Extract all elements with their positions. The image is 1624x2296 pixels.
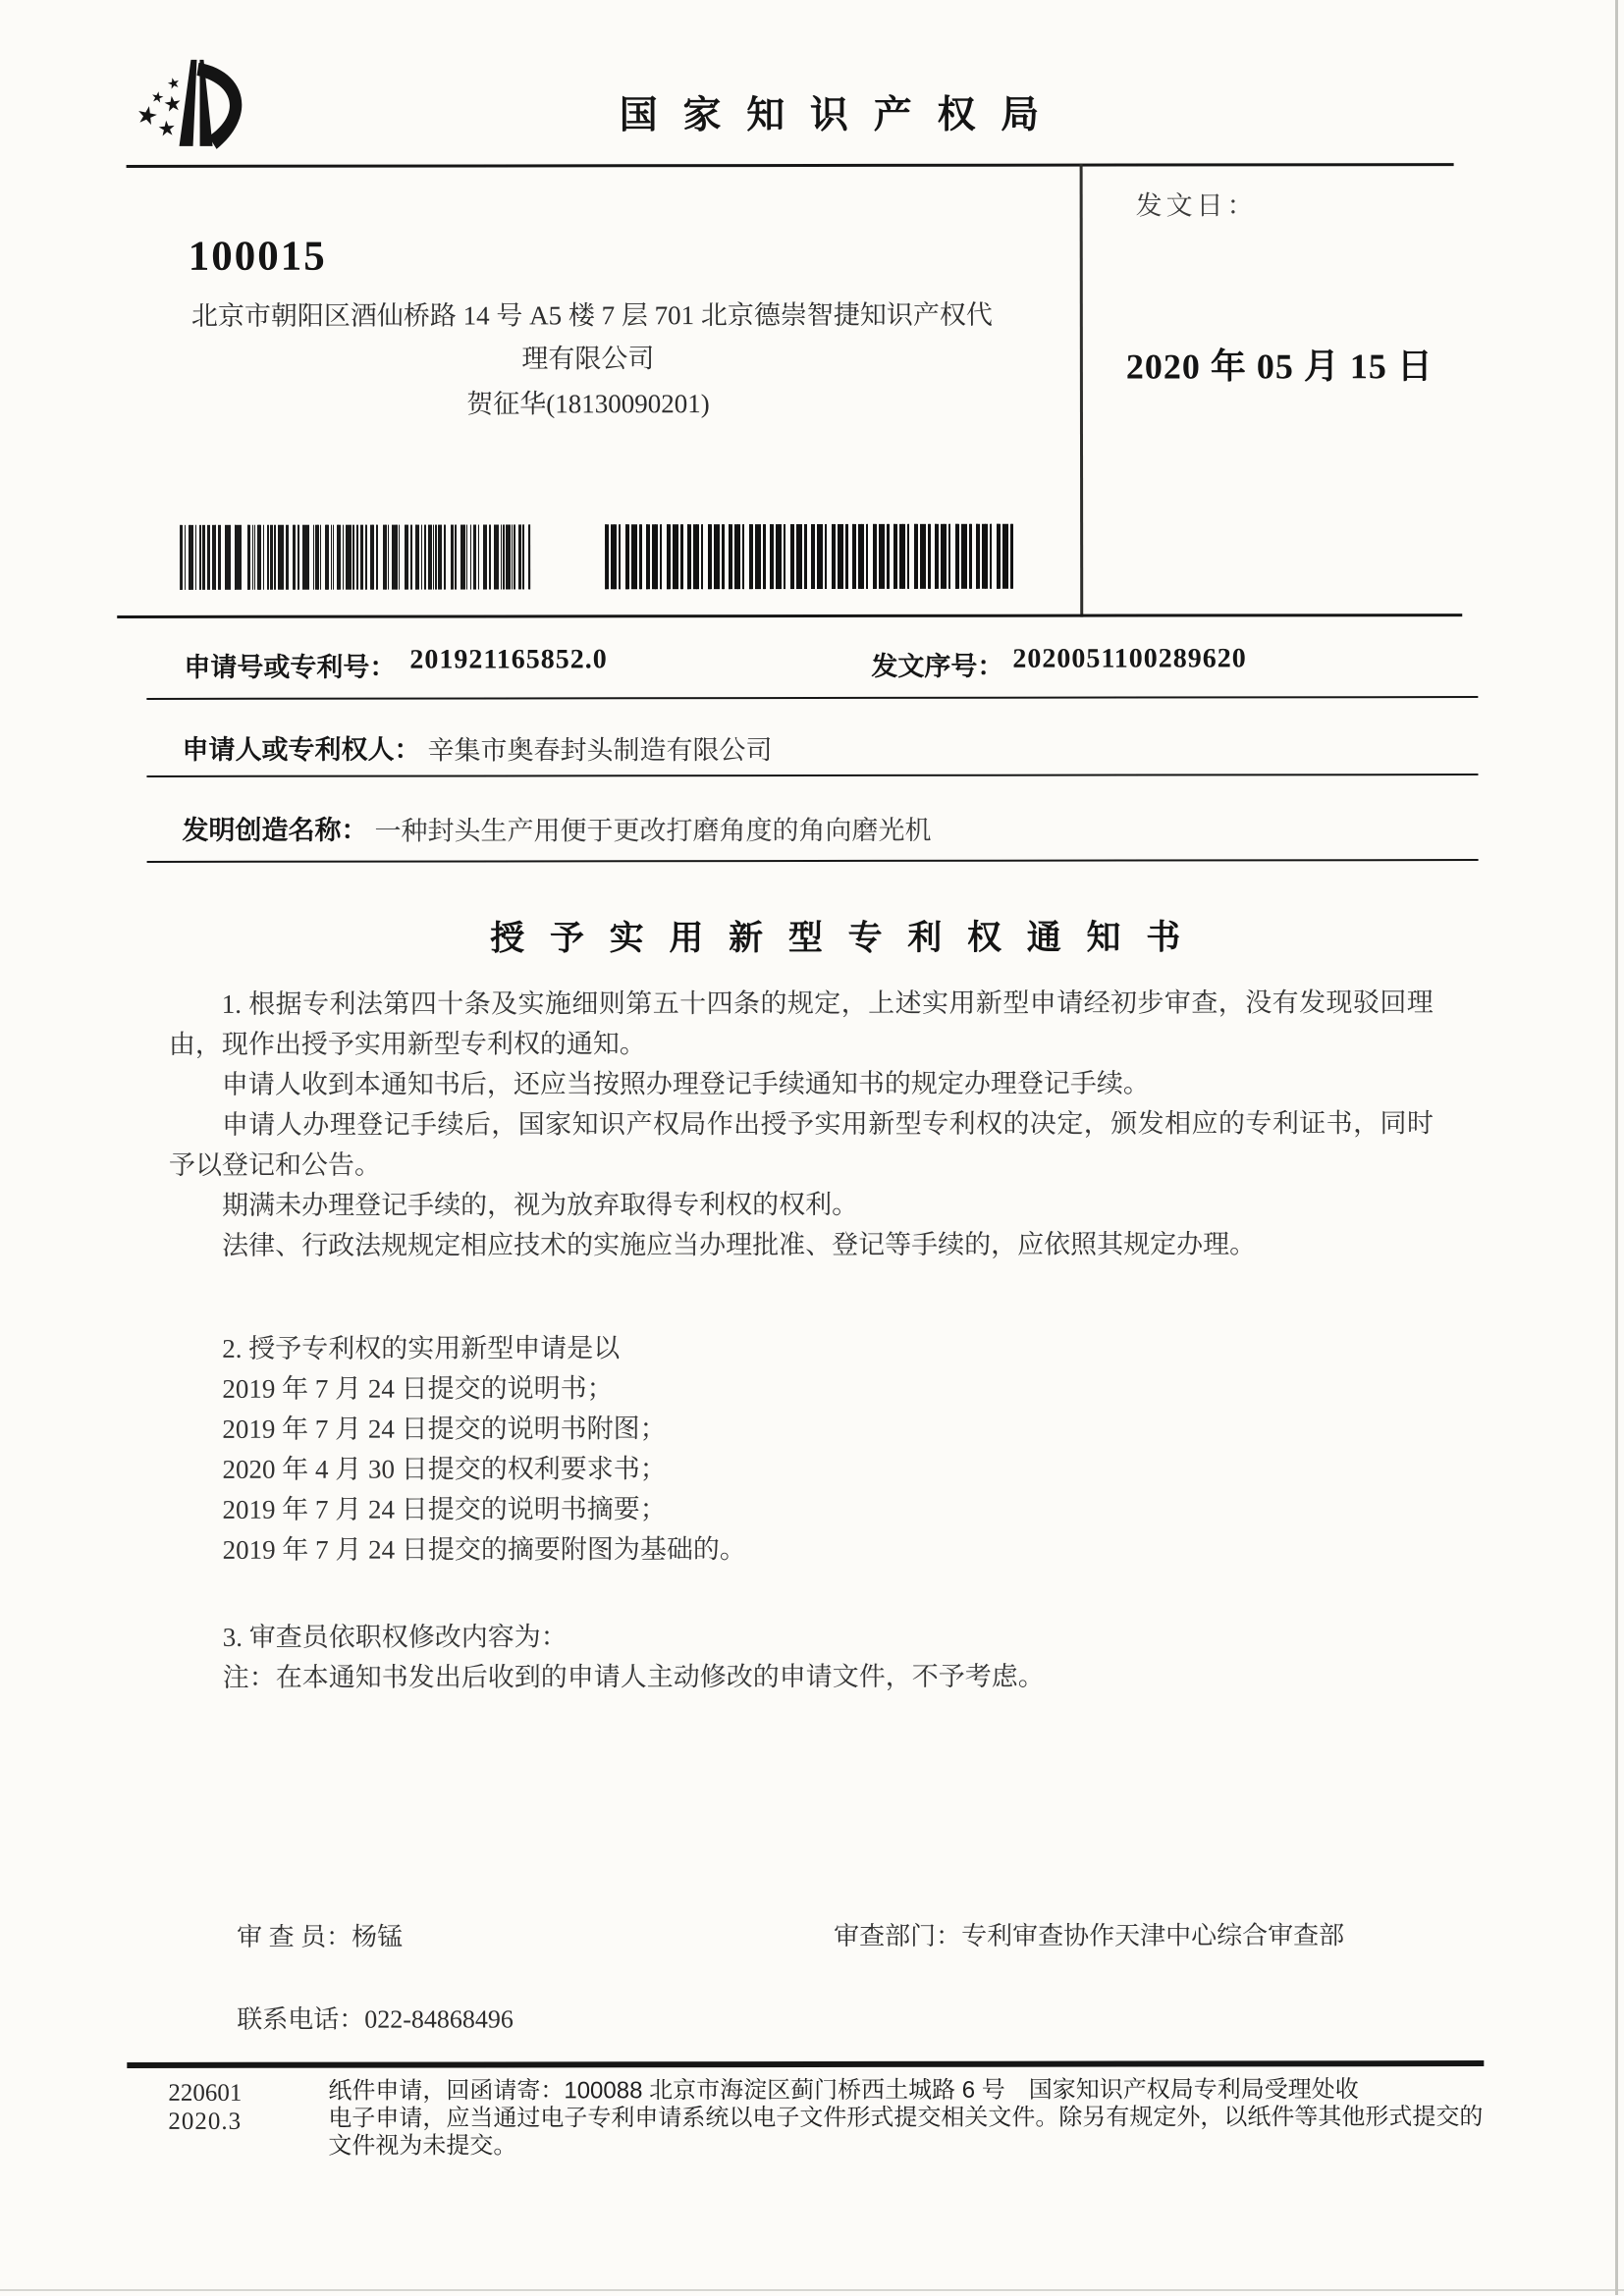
emblem-star-icon: ★ (133, 100, 161, 132)
scan-edge-right (1615, 0, 1618, 2295)
invention-title-label: 发明创造名称： (182, 815, 368, 845)
phone-value: 022-84868496 (364, 2004, 514, 2034)
applicant-label: 申请人或专利权人： (182, 734, 421, 765)
applicant-value: 辛集市奥春封头制造有限公司 (427, 735, 773, 766)
notice-paragraph: 申请人办理登记手续后，国家知识产权局作出授予实用新型专利权的决定，颁发相应的专利证书，同时予以登记和公告。 (169, 1108, 1434, 1180)
notice-paragraph: 2. 授予专利权的实用新型申请是以 (222, 1333, 621, 1363)
notice-paragraph: 2020 年 4 月 30 日提交的权利要求书； (222, 1454, 667, 1484)
notice-title: 授 予 实 用 新 型 专 利 权 通 知 书 (490, 918, 1189, 958)
section-rule (117, 614, 1462, 618)
examiner-label: 审 查 员： (237, 1922, 352, 1951)
notice-paragraph: 2019 年 7 月 24 日提交的说明书附图； (222, 1414, 667, 1444)
examiner-name: 杨锰 (352, 1922, 404, 1951)
notice-paragraph: 2019 年 7 月 24 日提交的说明书； (222, 1373, 614, 1404)
department-row (834, 1915, 1344, 1952)
barcode-serial (605, 524, 1015, 590)
notice-body (169, 983, 1435, 1698)
footer-doc-code: 220601 (168, 2079, 243, 2107)
department-label: 审查部门： (834, 1921, 962, 1950)
recipient-address-line2: 理有限公司 (521, 344, 655, 374)
header-rule (127, 163, 1454, 168)
application-no-label: 申请号或专利号： (184, 652, 397, 682)
notice-paragraph: 2019 年 7 月 24 日提交的摘要附图为基础的。 (222, 1534, 746, 1565)
footer-instructions (328, 2076, 1521, 2161)
notice-paragraph: 注：在本通知书发出后收到的申请人主动修改的申请文件，不予考虑。 (222, 1661, 1045, 1692)
footer-line: 文件视为未提交。 (328, 2132, 517, 2160)
serial-no-value: 2020051100289620 (1012, 643, 1247, 674)
phone-label: 联系电话： (237, 2004, 365, 2034)
scan-edge-bottom (0, 2289, 1624, 2291)
invention-title-value: 一种封头生产用便于更改打磨角度的角向磨光机 (374, 815, 932, 846)
emblem-star-icon: ★ (165, 75, 183, 94)
dispatch-date-label: 发文日： (1135, 190, 1258, 221)
notice-paragraph: 申请人收到本通知书后，还应当按照办理登记手续通知书的规定办理登记手续。 (221, 1068, 1150, 1099)
application-no-value: 201921165852.0 (409, 644, 608, 675)
footer-rule (127, 2060, 1484, 2068)
footer-line: 电子申请，应当通过电子专利申请系统以电子文件形式提交相关文件。除另有规定外，以纸件等其他形式提交的 (328, 2104, 1484, 2132)
notice-paragraph: 期满未办理登记手续的，视为放弃取得专利权的权利。 (222, 1189, 859, 1220)
footer-line: 纸件申请，回函请寄：100088 北京市海淀区蓟门桥西土城路 6 号 国家知识产权局专利局受理处收 (328, 2076, 1359, 2105)
field-rule (146, 696, 1478, 700)
department-value: 专利审查协作天津中心综合审查部 (961, 1921, 1345, 1950)
emblem-star-icon: ★ (149, 88, 166, 107)
recipient-address-line1: 北京市朝阳区酒仙桥路 14 号 A5 楼 7 层 701 北京德崇智捷知识产权代 (190, 299, 993, 331)
field-rule (147, 859, 1479, 863)
field-rule (146, 774, 1478, 777)
dispatch-date-value: 2020 年 05 月 15 日 (1125, 347, 1434, 387)
barcode-application (180, 524, 530, 589)
postal-code: 100015 (188, 233, 327, 280)
serial-no-label: 发文序号： (871, 651, 1004, 681)
notice-paragraph: 2019 年 7 月 24 日提交的说明书摘要； (222, 1494, 667, 1524)
emblem-star-icon: ★ (161, 90, 184, 118)
notice-paragraph: 1. 根据专利法第四十条及实施细则第五十四条的规定，上述实用新型申请经初步审查，没有发现驳回理由，现作出授予实用新型专利权的通知。 (168, 988, 1434, 1059)
dispatch-box-border (1080, 164, 1084, 617)
phone-row (237, 1999, 514, 2035)
examiner-row (237, 1917, 403, 1953)
emblem-star-icon: ★ (156, 116, 178, 141)
office-title: 国 家 知 识 产 权 局 (619, 93, 1048, 137)
recipient-contact: 贺征华(18130090201) (466, 389, 710, 419)
notice-paragraph: 3. 审查员依职权修改内容为： (222, 1622, 568, 1652)
footer-version: 2020.3 (168, 2108, 243, 2135)
notice-paragraph: 法律、行政法规规定相应技术的实施应当办理批准、登记等手续的，应依照其规定办理。 (222, 1229, 1257, 1260)
